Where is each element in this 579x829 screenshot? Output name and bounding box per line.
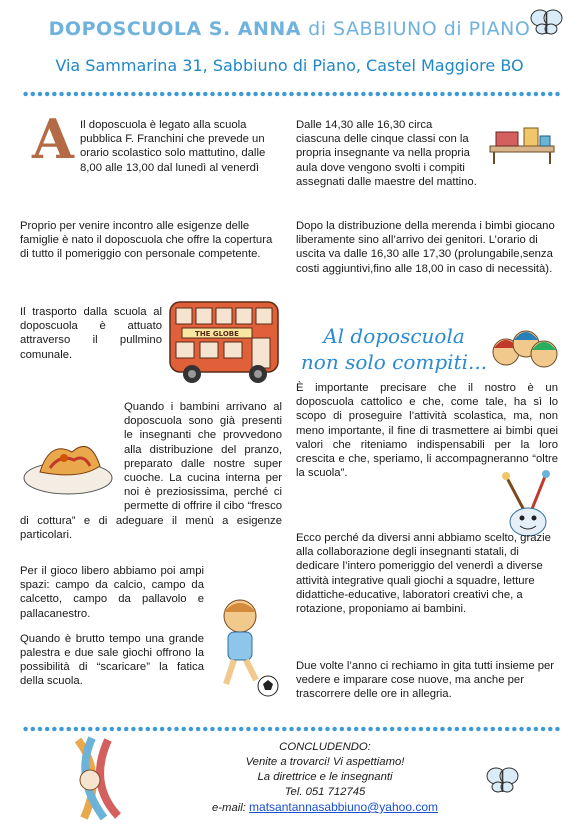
address-subtitle: Via Sammarina 31, Sabbiuno di Piano, Castel Maggiore BO xyxy=(55,56,524,75)
footer-line-1: CONCLUDENDO: xyxy=(279,741,371,753)
drop-cap-letter: A xyxy=(32,114,74,164)
script-heading-line-2: non solo compiti... xyxy=(300,350,488,374)
left-paragraph-4: Quando i bambini arrivano al doposcuola sono già presenti le insegnanti che provvedono alla distribuzione del pranzo, preparato dalle nostre super cuoche. La cucina interna per noi è preziosissima, perché ci permette di offrire il cibo “fresco di cottura” e di adeguare il menù a esigenze particolari. xyxy=(20,401,283,541)
right-paragraph-4: Ecco perché da diversi anni abbiamo scelto, grazie alla collaborazione degli insegnanti statali, di dedicare l’intero pomeriggio del venerdì a diverse attività integrative quali giochi a squadre, letture didattiche-educative, laboratori creativi che, a rotazione, proponiamo ai bambini. xyxy=(296,532,551,616)
left-paragraph-1: Il doposcuola è legato alla scuola pubblica F. Franchini che prevede un orario scolastico solo mattutino, dalle 8,00 alle 13,00 dal lunedì al venerdì xyxy=(80,119,266,174)
soccer-child-icon xyxy=(208,594,282,700)
left-paragraph-6: Quando è brutto tempo una grande palestra e due sale giochi offrono la possibilità di “scaricare” la fatica della scuola. xyxy=(20,632,204,688)
right-paragraph-2: Dopo la distribuzione della merenda i bimbi giocano liberamente sino all’arrivo dei genitori. L’orario di uscita va dalle 16,30 alle 17,30 (prolungabile,senza costi aggiuntivi,fino alle 18,00 in caso di necessità). xyxy=(296,220,555,275)
right-paragraph-1-block xyxy=(296,118,558,189)
left-paragraph-3: Il trasporto dalla scuola al doposcuola è attuato attraverso il pullmino comunale. xyxy=(20,306,162,361)
left-paragraph-4-block xyxy=(20,400,282,542)
pencils-icon xyxy=(64,734,130,822)
email-label: e-mail: xyxy=(211,802,246,814)
right-paragraph-5: Due volte l’anno ci rechiamo in gita tutti insieme per vedere e imparare cose nuove, ma anche per trascorrere delle ore in allegria. xyxy=(296,660,555,701)
script-heading-line-1: Al doposcuola xyxy=(323,324,465,348)
footer-email-row xyxy=(160,800,490,816)
footer-line-4: Tel. 051 712745 xyxy=(284,786,366,798)
title-rest: di SABBIUNO di PIANO xyxy=(308,18,531,40)
footer-line-2: Venite a trovarci! Vi aspettiamo! xyxy=(245,756,405,768)
butterfly-icon xyxy=(486,764,520,794)
children-faces-icon xyxy=(490,322,560,374)
right-paragraph-3-block xyxy=(296,381,558,480)
chef-food-icon xyxy=(20,430,118,498)
left-paragraph-2: Proprio per venire incontro alle esigenze delle famiglie è nato il doposcuola che offre la copertura di tutto il pomeriggio con personale competente. xyxy=(20,220,273,261)
bus-icon xyxy=(166,298,282,384)
left-paragraph-5: Per il gioco libero abbiamo poi ampi spazi: campo da calcio, campo da calcetto, campo da pallavolo e pallacanestro. xyxy=(20,565,204,620)
script-heading xyxy=(296,323,492,375)
left-paragraph-5-block xyxy=(20,564,282,700)
footer-line-3: La direttrice e le insegnanti xyxy=(257,771,393,783)
dotted-divider-bottom xyxy=(22,726,560,732)
footer xyxy=(160,740,490,816)
title-main: DOPOSCUOLA S. ANNA xyxy=(48,18,302,40)
school-supplies-icon xyxy=(484,120,558,168)
right-paragraph-1: Dalle 14,30 alle 16,30 circa ciascuna delle cinque classi con la propria insegnante va nella propria aula dove vengono svolti i compiti assegnati dalle maestre del mattino. xyxy=(296,119,477,188)
right-paragraph-3: È importante precisare che il nostro è un doposcuola cattolico e che, come tale, ha sì lo scopo di proseguire l’attività scolastica, ma, non meno importante, il fine di trasmettere ai bimbi quei valori che riteniamo indispensabili per la loro crescita e che, speriamo, li accompagneranno “oltre la scuola”. xyxy=(296,382,558,480)
drop-cap-a-icon xyxy=(30,114,76,164)
butterfly-icon xyxy=(530,6,564,36)
page-title xyxy=(0,18,579,40)
bus-sign-text: THE GLOBE xyxy=(195,330,239,338)
dotted-divider-top xyxy=(22,91,560,97)
email-link[interactable]: matsantannasabbiuno@yahoo.com xyxy=(249,800,439,814)
